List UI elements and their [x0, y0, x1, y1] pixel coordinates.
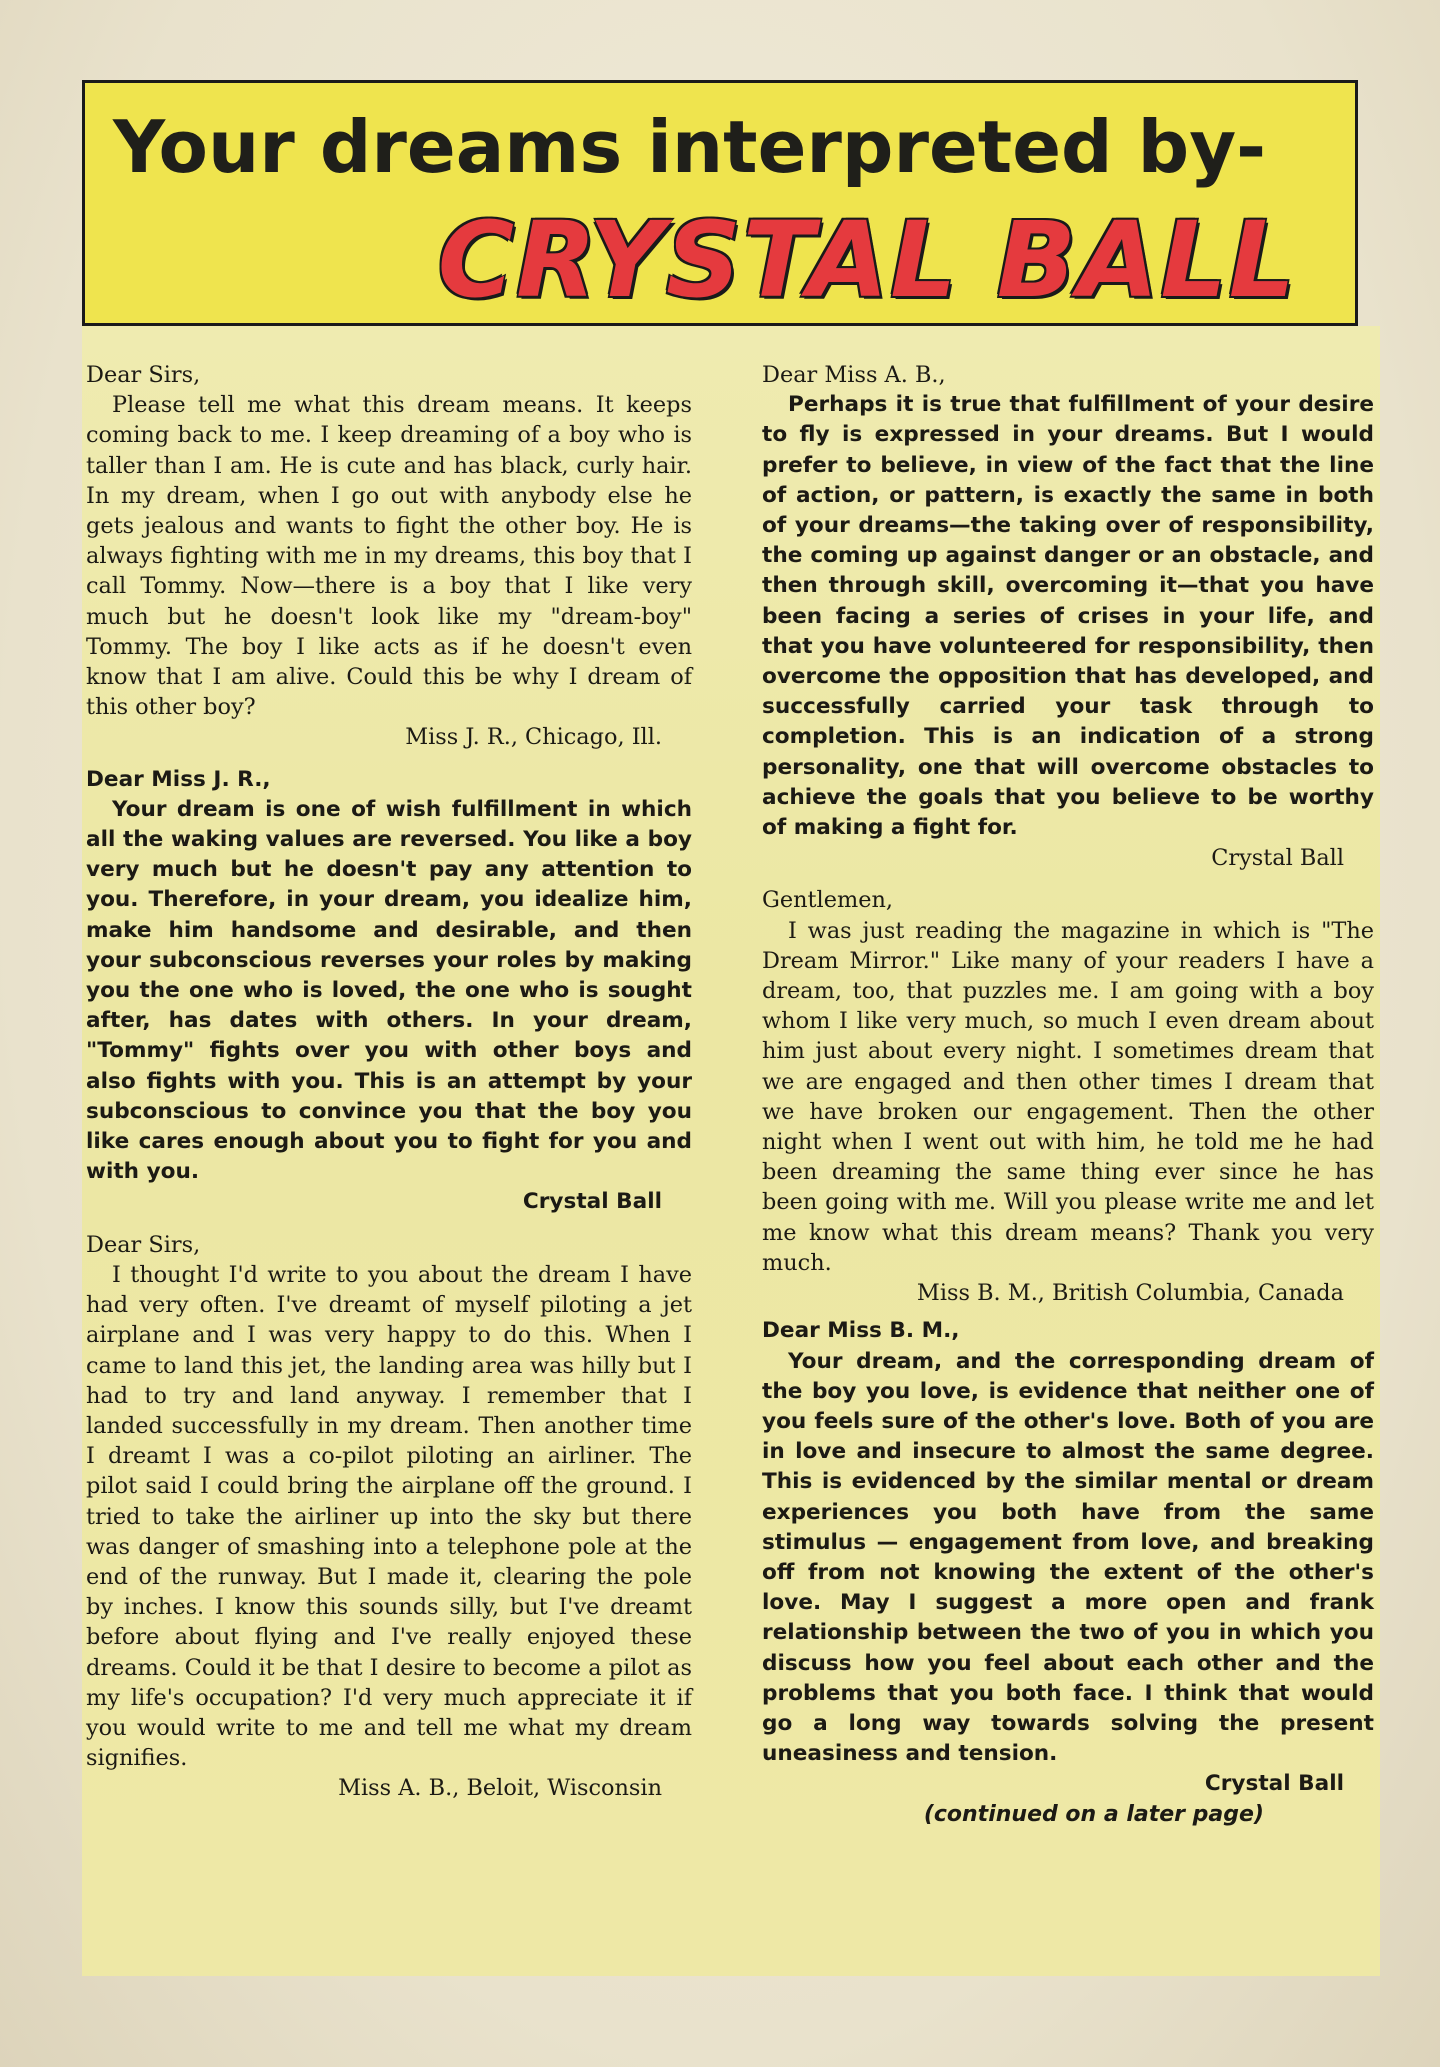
header-title: CRYSTAL BALL	[437, 199, 1297, 321]
reply2-salutation: Dear Miss A. B.,	[762, 362, 946, 388]
letter1-salutation: Dear Sirs,	[86, 362, 201, 388]
header-subtitle: Your dreams interpreted by-	[113, 105, 1267, 189]
letter3-body: I was just reading the magazine in which is "The Dream Mirror." Like many of your readers I have a dream, too, that puzzles me. I am going with a boy whom I like very much, so much I even dream about him just about every night. I sometimes dream that we are engaged and then other times I dream that we have broken our engagement. Then the other night when I went out with him, he told me he had been dreaming the same thing ever since he has been going with me. Will you please write me and let me know what this dream means? Thank you very much.	[762, 917, 1374, 1276]
title-banner	[82, 80, 1358, 326]
letter1-body: Please tell me what this dream means. It keeps coming back to me. I keep dreaming of a boy who is taller than I am. He is cute and has black, curly hair. In my dream, when I go out with anybody else he gets jealous and wants to fight the other boy. He is always fighting with me in my dreams, this boy that I call Tommy. Now—there is a boy that I like very much but he doesn't look like my "dream-boy" Tommy. The boy I like acts as if he doesn't even know that I am alive. Could this be why I dream of this other boy?	[86, 392, 692, 721]
reply2-body: Perhaps it is true that fulfillment of your desire to fly is expressed in your dreams. But I would prefer to believe, in view of the fact that the line of action, or pattern, is exactly the same in both of your dreams—the taking over of responsibility, the coming up against danger or an obstacle, and then through skill, overcoming it—that you have been facing a series of crises in your life, and that you have volunteered for responsibility, then overcome the opposition that has developed, and successfully carried your task through to completion. This is an indication of a strong personality, one that will overcome obstacles to achieve the goals that you believe to be worthy of making a fight for.	[762, 392, 1374, 841]
letter2-body: I thought I'd write to you about the dream I have had very often. I've dreamt of myself piloting a jet airplane and I was very happy to do this. When I came to land this jet, the landing area was hilly but I had to try and land anyway. I remember that I landed successfully in my dream. Then another time I dreamt I was a co-pilot piloting an airliner. The pilot said I could bring the airplane off the ground. I tried to take the airliner up into the sky but there was danger of smashing into a telephone pole at the end of the runway. But I made it, clearing the pole by inches. I know this sounds silly, but I've dreamt before about flying and I've really enjoyed these dreams. Could it be that I desire to become a pilot as my life's occupation? I'd very much appreciate it if you would write to me and tell me what my dream signifies.	[86, 1261, 692, 1772]
reply1-signature: Crystal Ball	[522, 1189, 662, 1215]
right-column	[762, 360, 1374, 1830]
left-column	[86, 360, 692, 1804]
letter1-signature: Miss J. R., Chicago, Ill.	[405, 724, 662, 751]
reply3-salutation: Dear Miss B. M.,	[762, 1318, 960, 1344]
reply3-signature: Crystal Ball	[1204, 1771, 1344, 1797]
letter2-signature: Miss A. B., Beloit, Wisconsin	[338, 1775, 662, 1802]
reply3-body: Your dream, and the corresponding dream of the boy you love, is evidence that neither one of you feels sure of the other's love. Both of you are in love and insecure to almost the same degree. This is evidenced by the similar mental or dream experiences you both have from the same stimulus — engagement from love, and breaking off from not knowing the extent of the other's love. May I suggest a more open and frank relationship between the two of you in which you discuss how you feel about each other and the problems that you both face. I think that would go a long way towards solving the present uneasiness and tension.	[762, 1348, 1374, 1767]
continued-note: (continued on a later page)	[923, 1801, 1264, 1827]
reply2-signature: Crystal Ball	[1211, 845, 1344, 872]
letter2-salutation: Dear Sirs,	[86, 1231, 201, 1258]
letter3-signature: Miss B. M., British Columbia, Canada	[916, 1280, 1344, 1307]
reply1-body: Your dream is one of wish fulfillment in which all the waking values are reversed. You like a boy very much but he doesn't pay any attention to you. Therefore, in your dream, you idealize him, make him handsome and desirable, and then your subconscious reverses your roles by making you the one who is loved, the one who is sought after, has dates with others. In your dream, "Tommy" fights over you with other boys and also fights with you. This is an attempt by your subconscious to convince you that the boy you like cares enough about you to fight for you and with you.	[86, 796, 692, 1185]
reply1-salutation: Dear Miss J. R.,	[86, 766, 271, 792]
letter3-salutation: Gentlemen,	[762, 887, 893, 914]
